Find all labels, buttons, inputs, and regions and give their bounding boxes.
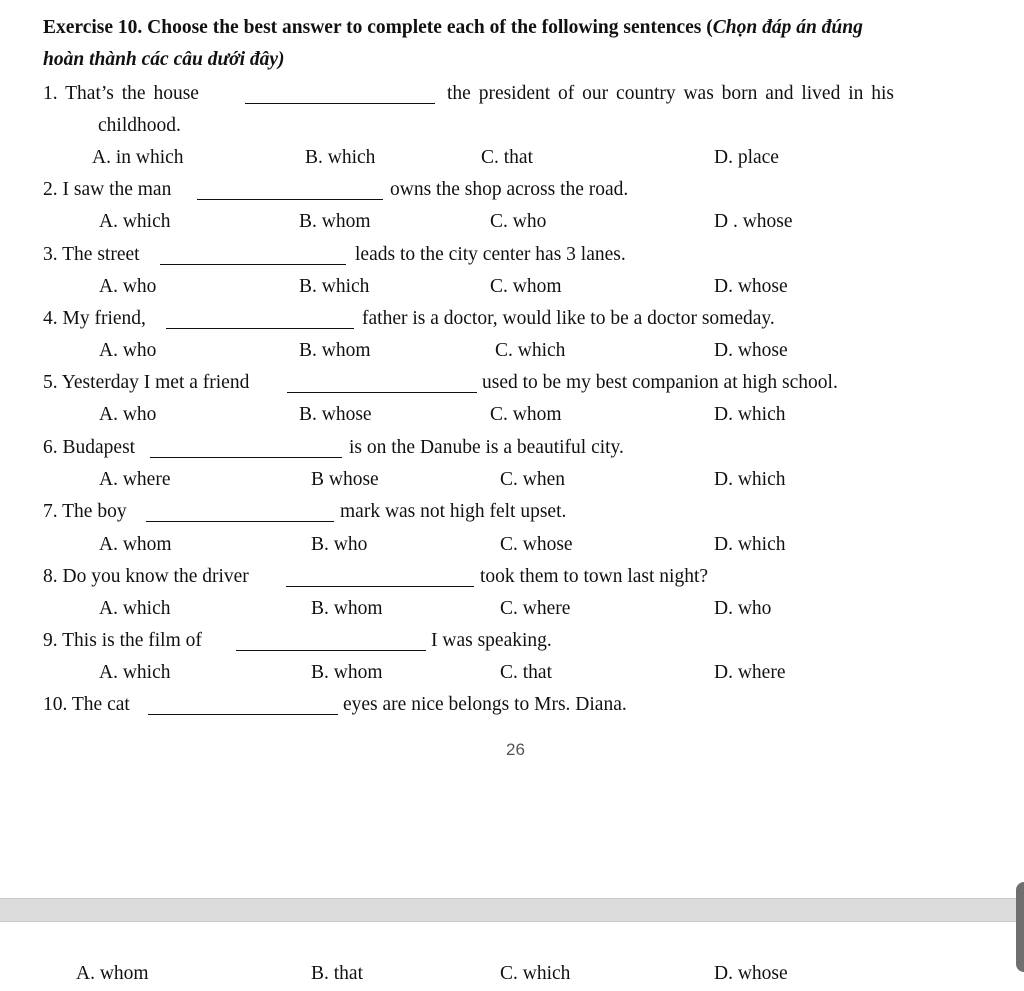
question-4-end: father is a doctor, would like to be a doctor someday. bbox=[362, 308, 775, 329]
scrollbar-thumb[interactable] bbox=[1016, 882, 1024, 972]
q5-option-d[interactable]: D. which bbox=[714, 404, 786, 425]
q3-option-a[interactable]: A. who bbox=[99, 276, 157, 297]
question-8-end: took them to town last night? bbox=[480, 566, 709, 587]
q2-option-a[interactable]: A. which bbox=[99, 211, 171, 232]
q2-option-c[interactable]: C. who bbox=[490, 211, 547, 232]
q4-option-d[interactable]: D. whose bbox=[714, 340, 788, 361]
answer-blank-1[interactable] bbox=[245, 102, 435, 104]
question-5-end: used to be my best companion at high school. bbox=[482, 372, 838, 393]
question-9-end: I was speaking. bbox=[431, 630, 552, 651]
q3-option-c[interactable]: C. whom bbox=[490, 276, 562, 297]
question-8-start: 8. Do you know the driver bbox=[43, 566, 249, 587]
answer-blank-2[interactable] bbox=[197, 198, 383, 200]
q9-option-a[interactable]: A. which bbox=[99, 662, 171, 683]
answer-blank-6[interactable] bbox=[150, 456, 342, 458]
answer-blank-7[interactable] bbox=[146, 520, 334, 522]
question-1-start: 1. That’s the house bbox=[43, 83, 199, 104]
question-6-end: is on the Danube is a beautiful city. bbox=[349, 437, 624, 458]
question-6-start: 6. Budapest bbox=[43, 437, 136, 458]
q4-option-b[interactable]: B. whom bbox=[299, 340, 371, 361]
q7-option-c[interactable]: C. whose bbox=[500, 534, 573, 555]
q1-option-c[interactable]: C. that bbox=[481, 147, 533, 168]
q6-option-d[interactable]: D. which bbox=[714, 469, 786, 490]
q8-option-d[interactable]: D. who bbox=[714, 598, 772, 619]
q3-option-b[interactable]: B. which bbox=[299, 276, 370, 297]
question-9-start: 9. This is the film of bbox=[43, 630, 202, 651]
q4-option-a[interactable]: A. who bbox=[99, 340, 157, 361]
answer-blank-9[interactable] bbox=[236, 649, 426, 651]
question-3-end: leads to the city center has 3 lanes. bbox=[355, 244, 626, 265]
q5-option-a[interactable]: A. who bbox=[99, 404, 157, 425]
answer-blank-10[interactable] bbox=[148, 713, 338, 715]
q10-option-a[interactable]: A. whom bbox=[76, 963, 149, 984]
question-1-continued: childhood. bbox=[98, 115, 181, 136]
q2-option-d[interactable]: D . whose bbox=[714, 211, 793, 232]
answer-blank-8[interactable] bbox=[286, 585, 474, 587]
answer-blank-5[interactable] bbox=[287, 391, 477, 393]
q6-option-b[interactable]: B whose bbox=[311, 469, 379, 490]
q3-option-d[interactable]: D. whose bbox=[714, 276, 788, 297]
q1-option-d[interactable]: D. place bbox=[714, 147, 779, 168]
q5-option-b[interactable]: B. whose bbox=[299, 404, 372, 425]
q10-option-c[interactable]: C. which bbox=[500, 963, 571, 984]
q1-option-a[interactable]: A. in which bbox=[92, 147, 184, 168]
answer-blank-3[interactable] bbox=[160, 263, 346, 265]
answer-blank-4[interactable] bbox=[166, 327, 354, 329]
q6-option-c[interactable]: C. when bbox=[500, 469, 565, 490]
page-break-divider bbox=[0, 898, 1016, 922]
q4-option-c[interactable]: C. which bbox=[495, 340, 566, 361]
q10-option-b[interactable]: B. that bbox=[311, 963, 363, 984]
q9-option-c[interactable]: C. that bbox=[500, 662, 552, 683]
q7-option-b[interactable]: B. who bbox=[311, 534, 368, 555]
title-italic-text: Chọn đáp án đúng bbox=[712, 17, 863, 38]
q6-option-a[interactable]: A. where bbox=[99, 469, 171, 490]
question-4-start: 4. My friend, bbox=[43, 308, 146, 329]
question-7-start: 7. The boy bbox=[43, 501, 127, 522]
question-7-end: mark was not high felt upset. bbox=[340, 501, 567, 522]
q7-option-a[interactable]: A. whom bbox=[99, 534, 172, 555]
q10-option-d[interactable]: D. whose bbox=[714, 963, 788, 984]
question-5-start: 5. Yesterday I met a friend bbox=[43, 372, 250, 393]
question-2-end: owns the shop across the road. bbox=[390, 179, 629, 200]
q5-option-c[interactable]: C. whom bbox=[490, 404, 562, 425]
title-bold-text: Exercise 10. Choose the best answer to complete each of the following sentences ( bbox=[43, 17, 713, 38]
q9-option-b[interactable]: B. whom bbox=[311, 662, 383, 683]
question-10-end: eyes are nice belongs to Mrs. Diana. bbox=[343, 694, 627, 715]
q8-option-b[interactable]: B. whom bbox=[311, 598, 383, 619]
question-10-start: 10. The cat bbox=[43, 694, 130, 715]
q8-option-c[interactable]: C. where bbox=[500, 598, 571, 619]
q9-option-d[interactable]: D. where bbox=[714, 662, 786, 683]
q7-option-d[interactable]: D. which bbox=[714, 534, 786, 555]
question-2-start: 2. I saw the man bbox=[43, 179, 172, 200]
question-3-start: 3. The street bbox=[43, 244, 140, 265]
question-1-end: the president of our country was born and lived in his bbox=[447, 83, 894, 104]
page-number: 26 bbox=[506, 740, 525, 759]
exercise-title bbox=[43, 16, 863, 40]
q8-option-a[interactable]: A. which bbox=[99, 598, 171, 619]
exercise-title-line2: hoàn thành các câu dưới đây) bbox=[43, 49, 285, 70]
q2-option-b[interactable]: B. whom bbox=[299, 211, 371, 232]
q1-option-b[interactable]: B. which bbox=[305, 147, 376, 168]
